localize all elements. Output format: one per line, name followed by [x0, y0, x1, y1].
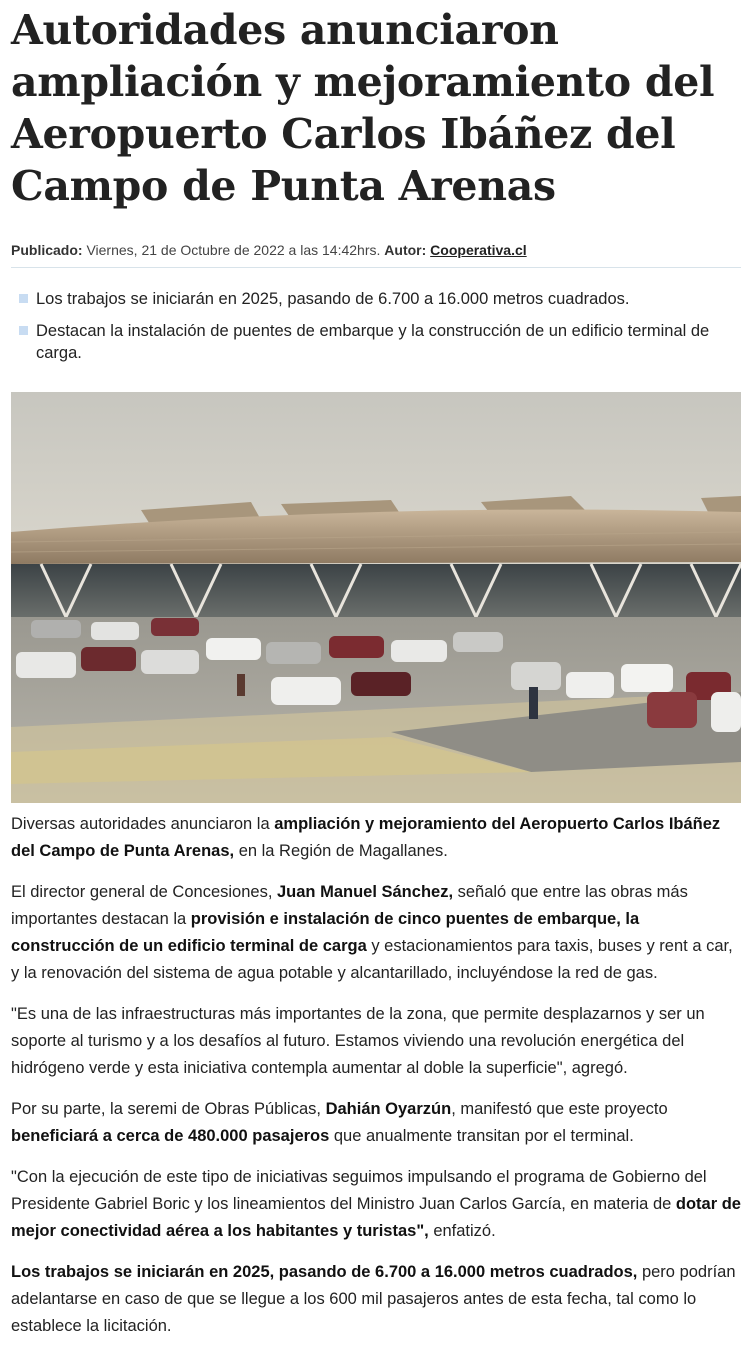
published-date: Viernes, 21 de Octubre de 2022 a las 14:42hrs.	[82, 242, 385, 258]
paragraph-highlight: beneficiará a cerca de 480.000 pasajeros	[11, 1127, 330, 1145]
paragraph-highlight: Los trabajos se iniciarán en 2025, pasando de 6.700 a 16.000 metros cuadrados,	[11, 1263, 638, 1281]
paragraph-highlight: ampliación y mejoramiento del Aeropuerto Carlos Ibáñez del Campo de Punta Arenas,	[11, 815, 721, 860]
paragraph-text: pero podrían adelantarse en caso de que se llegue a los 600 mil pasajeros antes de esta fecha, tal como lo establece la licitación.	[11, 1263, 736, 1335]
paragraph	[11, 1096, 741, 1150]
airport-rendering-image	[11, 392, 741, 803]
paragraph-text: , manifestó que este proyecto	[451, 1100, 668, 1118]
article-meta	[11, 242, 741, 268]
paragraph	[11, 1164, 741, 1245]
article	[0, 4, 752, 1340]
paragraph-text: enfatizó.	[428, 1222, 496, 1240]
paragraph	[11, 1259, 741, 1340]
paragraph-text: que anualmente transitan por el terminal.	[329, 1127, 634, 1145]
paragraph-text: Diversas autoridades anunciaron la	[11, 815, 275, 833]
author-link[interactable]: Cooperativa.cl	[430, 242, 527, 258]
paragraph-text: Por su parte, la seremi de Obras Públicas,	[11, 1100, 326, 1118]
article-body	[11, 811, 741, 1340]
paragraph: "Es una de las infraestructuras más importantes de la zona, que permite desplazarnos y ser un soporte al turismo y a los desafíos al futuro. Estamos viviendo una revolución energética del hidrógeno verde y esta iniciativa contempla aumentar al doble la superficie", agregó.	[11, 1005, 705, 1077]
article-title: Autoridades anunciaron ampliación y mejoramiento del Aeropuerto Carlos Ibáñez del Campo de Punta Arenas	[11, 6, 715, 210]
paragraph-highlight: provisión e instalación de cinco puentes de embarque, la construcción de un edificio terminal de carga	[11, 910, 640, 955]
paragraph-highlight: Dahián Oyarzún	[325, 1100, 452, 1118]
published-label: Publicado:	[11, 242, 83, 258]
summary-list	[11, 288, 741, 364]
paragraph-highlight: dotar de mejor conectividad aérea a los habitantes y turistas",	[11, 1195, 741, 1240]
author-label: Autor:	[384, 242, 427, 258]
paragraph	[11, 879, 741, 987]
paragraph-text: en la Región de Magallanes.	[234, 842, 448, 860]
paragraph-text: y estacionamientos para taxis, buses y rent a car, y la renovación del sistema de agua potable y alcantarillado, incluyéndose la red de gas.	[11, 937, 733, 982]
paragraph	[11, 811, 741, 865]
summary-item: Los trabajos se iniciarán en 2025, pasando de 6.700 a 16.000 metros cuadrados.	[19, 288, 741, 310]
paragraph-text: El director general de Concesiones,	[11, 883, 277, 901]
paragraph-text: señaló que entre las obras más importantes destacan la	[11, 883, 688, 928]
paragraph-text: "Con la ejecución de este tipo de iniciativas seguimos impulsando el programa de Gobierno del Presidente Gabriel Boric y los lineamientos del Ministro Juan Carlos García, en materia de	[11, 1168, 707, 1213]
summary-item: Destacan la instalación de puentes de embarque y la construcción de un edificio terminal de carga.	[19, 320, 741, 364]
paragraph-highlight: Juan Manuel Sánchez,	[276, 883, 454, 901]
